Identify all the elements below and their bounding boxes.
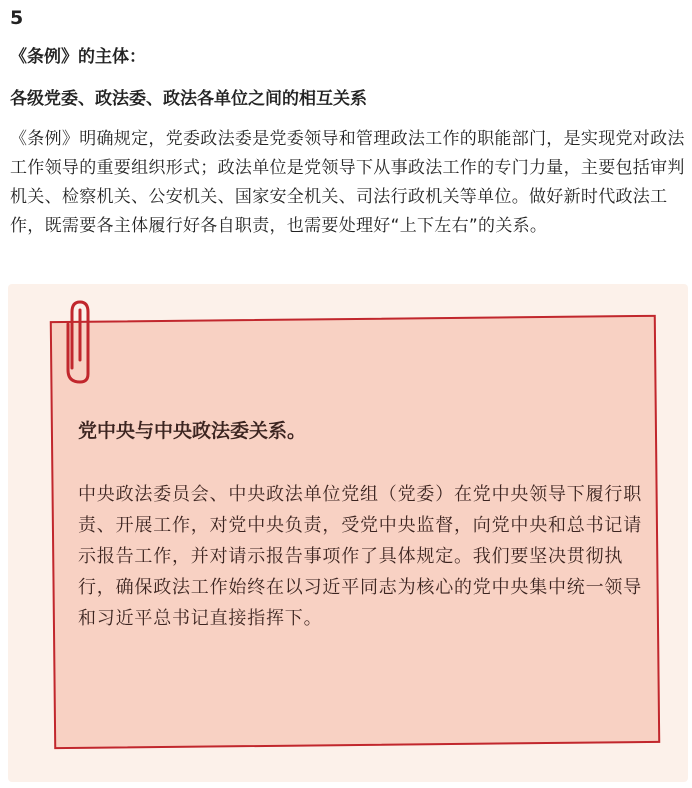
intro-paragraph: 《条例》明确规定，党委政法委是党委领导和管理政法工作的职能部门，是实现党对政法工作领导的重要组织形式；政法单位是党领导下从事政法工作的专门力量，主要包括审判机关、检察机关、公安机关、国家安全机关、司法行政机关等单位。做好新时代政法工作，既需要各主体履行好各自职责，也需要处理好“上下左右”的关系。 (10, 129, 685, 236)
subtitle-regulation-subject: 《条例》的主体： (10, 47, 146, 67)
card-body-text: 中央政法委员会、中央政法单位党组（党委）在党中央领导下履行职责、开展工作，对党中央负责，受党中央监督，向党中央和总书记请示报告工作，并对请示报告事项作了具体规定。我们要坚决贯彻执行，确保政法工作始终在以习近平同志为核心的党中央集中统一领导和习近平总书记直接指挥下。 (78, 484, 642, 629)
paperclip-icon (62, 298, 96, 384)
card-title: 党中央与中央政法委关系。 (78, 420, 307, 442)
section-number: 5 (10, 7, 24, 29)
subtitle-relationships: 各级党委、政法委、政法各单位之间的相互关系 (10, 89, 367, 109)
